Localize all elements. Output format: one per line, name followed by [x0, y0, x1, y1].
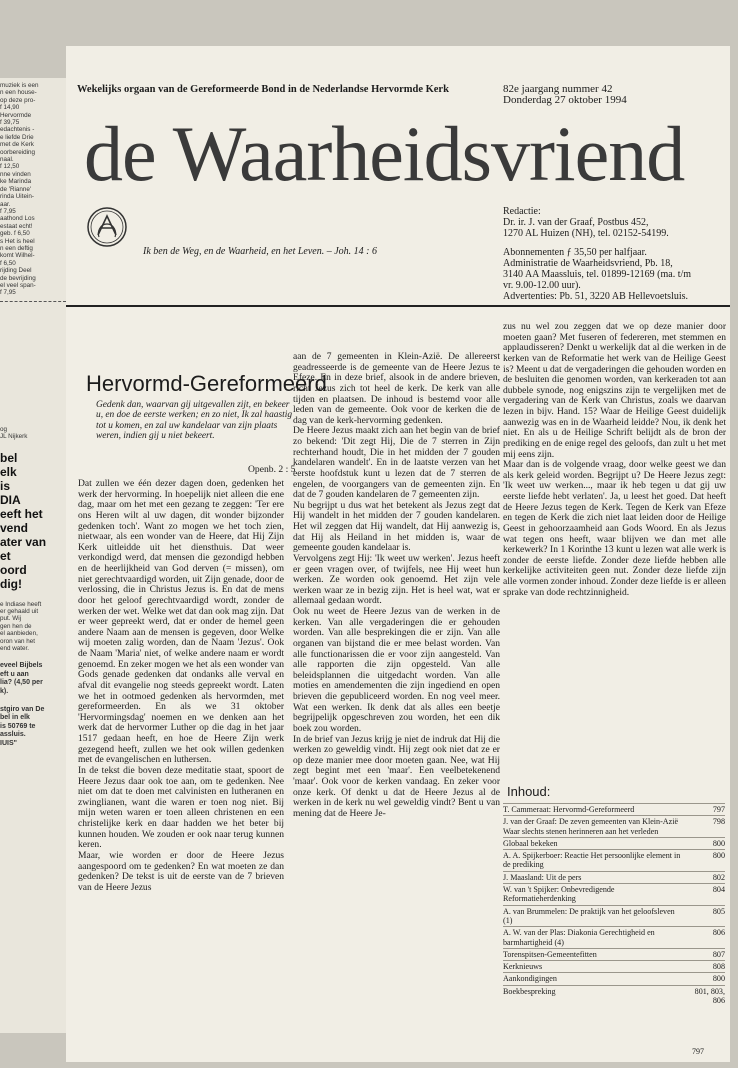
strip-line: rinda Uitein-	[0, 193, 34, 201]
strip-promo-heading: is	[0, 478, 11, 493]
strip-line: bel in elk	[0, 714, 30, 722]
strip-line: de bevrijding	[0, 274, 36, 282]
article-paragraph: zus nu wel zou zeggen dat we op deze manier door moeten gaan? Met fuseren of federeren, met stemmen en applaudisseren? Denkt u werkelijk dat al die werken in de kerken van de Reformatie het werk van de Heilige Geest is? Meent u dat de vergaderingen die gehouden worden en de besluiten die genomen worden, van kerkeraden tot aan dubbele synode, nog enigszins zijn te vergelijken met de vergadering van de Kerk van Christus, zoals we daarvan lezen in bijv. Hand. 15? Waar de Heilige Geest duidelijk aanwezig was en in de Waarheid leidde? Nou, ik denk het niet. En als u de Heilige Schrift belijdt als de bron der prediking en de enige regel des geloofs, dan zult u het met mij eens zijn.	[503, 321, 726, 460]
strip-promo-heading: eeft het	[0, 506, 43, 521]
toc-item-page: 805	[712, 906, 725, 916]
strip-line: estaat echt!	[0, 222, 33, 230]
article-paragraph: In de brief van Jezus krijg je niet de indruk dat Hij die werken zo geweldig vindt. Hij zegt ook niet dat ze er op deze manier mee door moeten gaan. Nee, wat Hij zegt begint met een 'maar'. Een veelbetekenend 'maar'. Ook voor de kerken vandaag. En zeker voor onze kerk. Of denkt u dat de Heere Jezus al de werken in de kerk nu wel geweldig vindt? Bent u van mening dat de Heere Je-	[293, 733, 500, 819]
article-column-3	[503, 322, 726, 598]
toc-item	[503, 883, 725, 905]
motto: Ik ben de Weg, en de Waarheid, en het Leven. – Joh. 14 : 6	[143, 246, 378, 257]
strip-line: rijding Deel	[0, 267, 32, 275]
article-column-1	[78, 479, 284, 893]
toc-item	[503, 815, 725, 837]
strip-line: de 'Rianne'	[0, 185, 32, 193]
front-page	[66, 46, 730, 1062]
strip-spacer	[0, 441, 66, 451]
toc-item	[503, 837, 725, 849]
strip-promo-heading: oord	[0, 562, 27, 577]
article-column-2	[293, 352, 500, 820]
strip-line: er gehaald uit	[0, 608, 39, 615]
strip-promo-heading: vend	[0, 520, 29, 535]
strip-line: ke Marinda	[0, 178, 32, 186]
toc-item-title: A. A. Spijkerboer: Reactie Het persoonlijke element in de prediking	[503, 851, 681, 870]
toc-item-title: A. W. van der Plas: Diakonia Gerechtigheid en barmhartigheid (4)	[503, 928, 655, 947]
article-paragraph: aan de 7 gemeenten in Klein-Azië. De allereerst geadresseerde is de gemeente van de Heere Jezus te Efeze. En in deze brief, alsook in de andere brieven, richt Jezus zich tot heel de kerk. De kerk van alle tijden en plaatsen. De inhoud is bestemd voor alle leden van de gemeente. Ook voor de kerken die de dag van de kerk-hervorming gedenken.	[293, 351, 500, 426]
toc-item-title: T. Cammeraat: Hervormd-Gereformeerd	[503, 805, 635, 814]
toc-item-title: J. Maasland: Uit de pers	[503, 872, 582, 882]
subscription-line: vr. 9.00-12.00 uur).	[503, 280, 581, 291]
adjacent-page-strip	[0, 78, 66, 1033]
toc-item	[503, 948, 725, 960]
strip-line: JL Nijkerk	[0, 433, 28, 441]
subscription-line: Administratie de Waarheidsvriend, Pb. 18,	[503, 258, 673, 269]
strip-line: f 6,50	[0, 259, 16, 267]
issue-date: Donderdag 27 oktober 1994	[503, 94, 627, 106]
strip-line: eft u aan	[0, 670, 29, 678]
subscription-line: Advertenties: Pb. 51, 3220 AB Hellevoetsluis.	[503, 291, 688, 302]
strip-line: put. Wij	[0, 615, 21, 623]
toc-item	[503, 985, 725, 1007]
strip-line: n een house-	[0, 89, 37, 97]
alpha-omega-emblem-icon	[86, 206, 128, 248]
article-paragraph: Maar dan is de volgende vraag, door welke geest we dan als kerk geleid worden. Begrijpt u? De Heere Jezus zegt: 'Ik weet uw werken..., maar ik heb tegen u dat gij uw eerste liefde hebt verlaten'. Ja, u leest het goed. Dat heeft de Heere Jezus tegen de Kerk. Tegen de Kerk van Efeze en tegen de Kerk die zich niet laat leiden door de Heilige Geest in gehoorzaamheid aan Gods Woord. En als Jezus wat tegen ons heeft, waar blijven we dan met alle kerkewerk? In 1 Korinthe 13 kunt u lezen wat alle werk is zonder de eerste liefde. Zonder deze liefde hebben alle kerkelijke activiteiten geen nut. Zonder deze liefde zijn alle vormen zonder inhoud. Zonder deze liefde is er alleen sprake van dode rechtzinnigheid.	[503, 459, 726, 598]
toc-item-page: 801, 803, 806	[694, 986, 725, 1006]
strip-line: e Indiase heeft	[0, 600, 42, 608]
strip-divider	[0, 301, 66, 302]
strip-promo-heading: dig!	[0, 576, 22, 591]
strip-line: IUIS"	[0, 739, 17, 747]
strip-promo-heading: elk	[0, 464, 17, 479]
article-paragraph: De Heere Jezus maakt zich aan het begin van de brief zo bekend: 'Dit zegt Hij, Die de 7 sterren in Zijn rechterhand houdt, Die in het midden der 7 gouden kandelaren wandelt'. En in de laatste verzen van het eerste hoofdstuk kunt u lezen dat de 7 sterren de engelen, de voorgangers van de gemeenten zijn. En dat de 7 gouden kandelaren de 7 gemeenten zijn.	[293, 425, 500, 501]
strip-line: n een deftig	[0, 244, 33, 252]
toc-item	[503, 849, 725, 871]
strip-line: nne vinden	[0, 170, 31, 178]
strip-line: eveel Bijbels	[0, 662, 43, 670]
toc-item-page: 804	[712, 885, 725, 895]
article-paragraph: Nu begrijpt u dus wat het betekent als Jezus zegt dat Hij wandelt in het midden der 7 gouden kandelaren. Het wil zeggen dat Hij wandelt, dat Hij aanwezig is, dat Hij als Heiland in het midden is, waar de gemeente gouden kandelaar is.	[293, 499, 500, 554]
strip-spacer	[0, 696, 66, 706]
toc-item	[503, 926, 725, 948]
toc-item-title: Aankondigingen	[503, 974, 557, 984]
newspaper-title: de Waarheidsvriend	[84, 110, 685, 197]
strip-line: oron van het	[0, 637, 36, 645]
strip-line: naal.	[0, 156, 14, 164]
editorial-line: Dr. ir. J. van der Graaf, Postbus 452,	[503, 217, 649, 228]
strip-spacer	[0, 306, 66, 426]
toc-item-page: 800	[712, 851, 725, 861]
strip-line: og	[0, 425, 8, 433]
strip-line: geb. f 6,50	[0, 230, 30, 238]
adjacent-page-text	[0, 78, 66, 748]
article-epigraph: Gedenk dan, waarvan gij uitgevallen zijt, en bekeer u, en doe de eerste werken; en zo niet, Ik zal haastig tot u komen, en zal uw kandelaar van zijn plaats weren, indien gij u niet bekeert.	[96, 400, 293, 442]
strip-promo-heading: et	[0, 548, 11, 563]
toc-item-title: Globaal bekeken	[503, 838, 558, 848]
editorial-address	[503, 206, 728, 239]
strip-line: komt Wilhel-	[0, 252, 35, 260]
article-paragraph: Ook nu weet de Heere Jezus van de werken in de kerken. Van alle vergaderingen die er gehouden worden. Van alle besprekingen die er zijn. Van alle organen van bijstand die er mee belast worden. Van alle functionarissen die er voor zijn aangesteld. Van alle rapporten die zijn opgesteld. Van alle beleidsplannen die uitgedacht worden. Van alle moties en amendementen die zijn ingediend en open brieven die gepubliceerd worden. En nog veel meer. Wat een werken. Ik denk dat als alles een beetje begrijpelijk opgeschreven zou worden, het een dik boek zou worden.	[293, 606, 500, 734]
toc-item-title: W. van 't Spijker: Onbevredigende Reformatieherdenking	[503, 885, 615, 904]
issue-volume: 82e jaargang nummer 42	[503, 83, 613, 95]
masthead-tagline: Wekelijks orgaan van de Gereformeerde Bond in de Nederlandse Hervormde Kerk	[77, 84, 449, 95]
subscription-line: Abonnementen ƒ 35,50 per halfjaar.	[503, 247, 647, 258]
toc-item	[503, 871, 725, 883]
strip-line: edachtenis -	[0, 126, 35, 134]
article-paragraph: In de tekst die boven deze meditatie staat, spoort de Heere Jezus daar ook toe aan, om te gedenken. Nee niet om dat te doen met calvinisten en lutheranen en zwinglianen, want die waren er toen nog niet. Bij mijn weten waren er toen alleen christenen en een christelijke kerk en daar hadden we het beter bij kunnen houden. We zouden er ook naar terug kunnen keren.	[78, 764, 284, 851]
strip-line: aar.	[0, 200, 11, 208]
strip-line: f 39,75	[0, 119, 20, 127]
strip-line: is 50769 te	[0, 722, 36, 730]
strip-line: f 12,50	[0, 163, 20, 171]
strip-line: el aanbieden,	[0, 630, 38, 638]
strip-line: k).	[0, 687, 9, 695]
strip-line: el veel span-	[0, 281, 36, 289]
strip-line: met de Kerk	[0, 141, 34, 149]
editorial-line: 1270 AL Huizen (NH), tel. 02152-54199.	[503, 228, 669, 239]
toc-item-page: 800	[712, 838, 725, 848]
strip-spacer	[0, 652, 66, 662]
strip-line: Hervormde	[0, 111, 32, 119]
strip-line: op deze pro-	[0, 96, 36, 104]
editorial-line: Redactie:	[503, 206, 541, 217]
strip-line: aathond Los	[0, 215, 35, 223]
toc-item-page: 798	[712, 817, 725, 827]
toc-item-title: J. van der Graaf: De zeven gemeenten van Klein-Azië Waar slechts stenen herinneren aan het verleden	[503, 817, 679, 836]
strip-promo-heading: ater van	[0, 534, 47, 549]
toc-item-page: 802	[712, 872, 725, 882]
strip-line: oorbereiding	[0, 148, 36, 156]
toc-item-title: Kerknieuws	[503, 962, 543, 972]
toc-item-page: 797	[712, 805, 725, 814]
toc-item-page: 800	[712, 974, 725, 984]
toc-item-page: 808	[712, 962, 725, 972]
toc-item-title: A. van Brummelen: De praktijk van het geloofsleven (1)	[503, 906, 675, 925]
strip-line: f 7,95	[0, 207, 16, 215]
strip-line: assluis.	[0, 731, 26, 739]
strip-promo-heading: DIA	[0, 492, 21, 507]
toc-item-page: 807	[712, 949, 725, 959]
issue-info	[503, 84, 627, 106]
strip-promo-heading: bel	[0, 450, 18, 465]
strip-line: stgiro van De	[0, 706, 45, 714]
subscription-line: 3140 AA Maassluis, tel. 01899-12169 (ma. t/m	[503, 269, 692, 280]
article-headline: Hervormd-Gereformeerd	[86, 371, 327, 396]
toc-item-page: 806	[712, 928, 725, 938]
strip-line: end water.	[0, 645, 30, 653]
page-number: 797	[692, 1047, 704, 1056]
masthead-divider	[66, 305, 730, 307]
strip-spacer	[0, 591, 66, 601]
table-of-contents	[503, 803, 725, 1006]
article-paragraph: Maar, wie worden er door de Heere Jezus aangespoord om te gedenken? En wat moeten ze dan gedenken? De tekst is uit de eerste van de 7 brieven van de Heere Jezus	[78, 849, 284, 893]
strip-line: gen hen de	[0, 622, 32, 630]
toc-item	[503, 803, 725, 815]
strip-line: muziek is een	[0, 82, 39, 89]
strip-line: e liefde Drie	[0, 133, 34, 141]
strip-line: lia? (4,50 per	[0, 679, 43, 687]
strip-line: f 14,90	[0, 104, 20, 112]
article-paragraph: Vervolgens zegt Hij: 'Ik weet uw werken'. Jezus heeft er geen vragen over, of twijfels, nee Hij weet hun werken. Ze worden ook genoemd. Het zijn vele werken waar ze in bezig zijn. Het is heel wat, wat er allemaal gedaan wordt.	[293, 552, 500, 607]
toc-item-title: Torenspitsen-Gemeentefitten	[503, 949, 597, 959]
subscription-info	[503, 247, 728, 302]
article-paragraph: Dat zullen we één dezer dagen doen, gedenken het werk der hervorming. In hoepelijk niet alleen die ene dag, maar om het met een gezang te zeggen: 'Ter ere ons Heren wilt al uw dagen, dit wonder bijzonder gedenken toch'. Want zo mogen we het toch zien, nietwaar, als een wonder van de Heere, dat Hij Zijn Kerk uitleidde uit het diensthuis. Dat weer verkondigd werd, dat mensen die gezondigd hebben en de heerlijkheid van God derven (= missen), om niet gerechtvaardigd worden, uit Zijn genade, door de verlossing, die in Christus Jezus is. En dat de mens door het geloof gerechtvaardigd wordt, zonder de werken der wet. Welke wet dat dan ook mag zijn. Dat er weer gepreekt werd, dat er onder de hemel geen andere Naam aan de mensen is gegeven, door Welke wij moeten zalig worden, dan de Naam 'Jezus'. Ook de Naam 'Maria' niet, of welke andere naam er wordt genoemd. En zeker mogen we het als een wonder van Gods genade gedenken dat ondanks alle verval en afval dit evangelie nog steeds gepreekt wordt. Laten we het in ootmoed gedenken als hervormden, met gereformeerden. En als we 31 oktober 'Hervormingsdag' noemen en we denken aan het werk dat de hervormer Luther op die dag in het jaar 1517 gedaan heeft, en hoe de Heere Zijn werk gezegend heeft, zullen we het ook willen gedenken met de evangelischen en luthersen.	[78, 478, 284, 766]
toc-item	[503, 905, 725, 927]
toc-item	[503, 972, 725, 984]
strip-line: f 7,95	[0, 289, 16, 297]
contents-title: Inhoud:	[507, 784, 551, 799]
strip-line: s Het is heel	[0, 237, 35, 245]
toc-item	[503, 960, 725, 972]
epigraph-reference: Openb. 2 : 5	[248, 464, 296, 475]
editorial-info	[503, 206, 728, 310]
toc-item-title: Boekbespreking	[503, 986, 556, 996]
